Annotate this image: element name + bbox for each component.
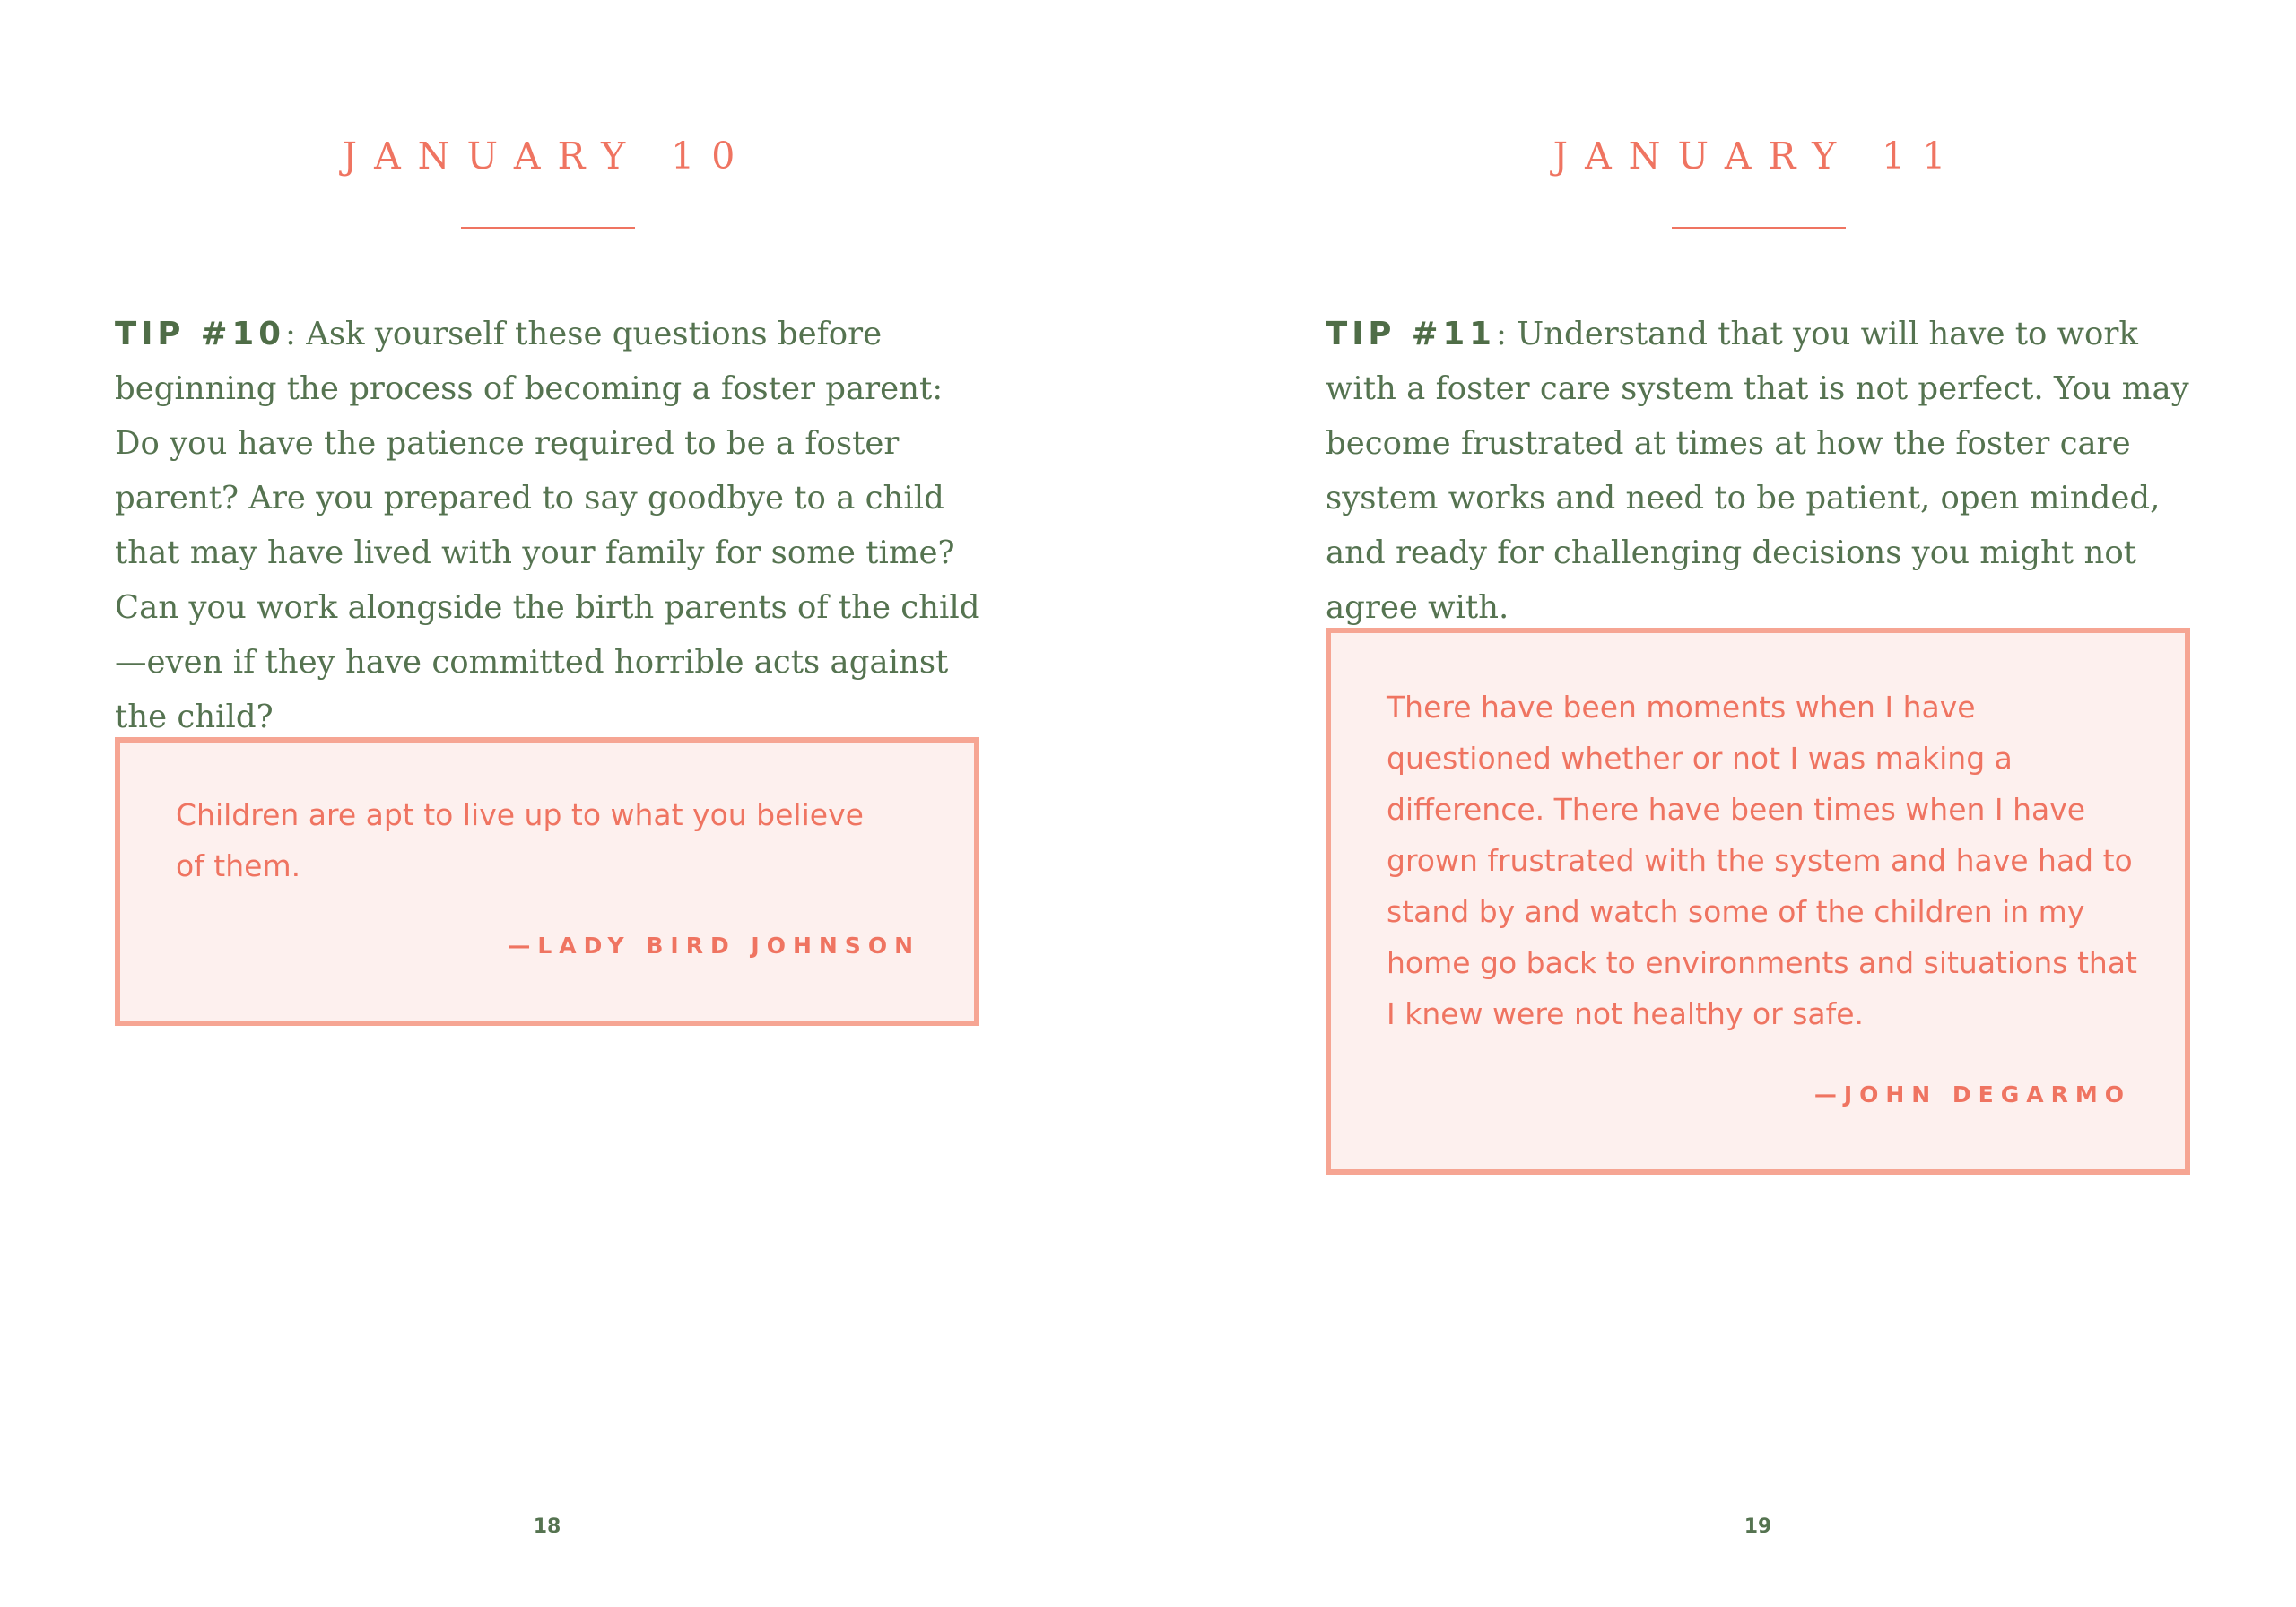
page-date-heading: JANUARY 10 — [342, 135, 752, 178]
quote-author: —LADY BIRD JOHNSON — [508, 933, 920, 959]
tip-text: : Understand that you will have to work with a foster care system that is not perfect. You may become frustrated at times at how the foster care system works and need to be patient, open minded, and ready for challenging decisions you might not agree with. — [1326, 316, 2189, 626]
tip-label: TIP #11 — [1326, 316, 1496, 352]
right-page — [1211, 0, 2296, 1607]
tip-paragraph — [1326, 307, 2205, 635]
quote-author: —JOHN DEGARMO — [1813, 1081, 2131, 1108]
quote-text: Children are apt to live up to what you believe of them. — [176, 797, 864, 883]
tip-text: : Ask yourself these questions before beginning the process of becoming a foster parent: Do you have the patience required to be a foster parent? Are you prepared to say goodbye to a child that may have lived with your family for some time? Can you work alongside the birth parents of the child—even if they have committed horrible acts against the child? — [115, 316, 980, 735]
page-number: 19 — [1744, 1516, 1772, 1538]
quote-box — [115, 737, 979, 1026]
tip-label: TIP #10 — [115, 316, 285, 352]
heading-divider — [461, 227, 635, 229]
quote-box — [1326, 628, 2190, 1175]
page-date-heading: JANUARY 11 — [1552, 135, 1963, 178]
quote-text: There have been moments when I have questioned whether or not I was making a difference. There have been times when I have grown frustrated with the system and have had to stand by and watch some of the children in my home go back to environments and situations that I knew were not healthy or safe. — [1387, 690, 2137, 1031]
heading-divider — [1672, 227, 1846, 229]
page-number: 18 — [533, 1516, 561, 1538]
tip-paragraph — [115, 307, 994, 744]
